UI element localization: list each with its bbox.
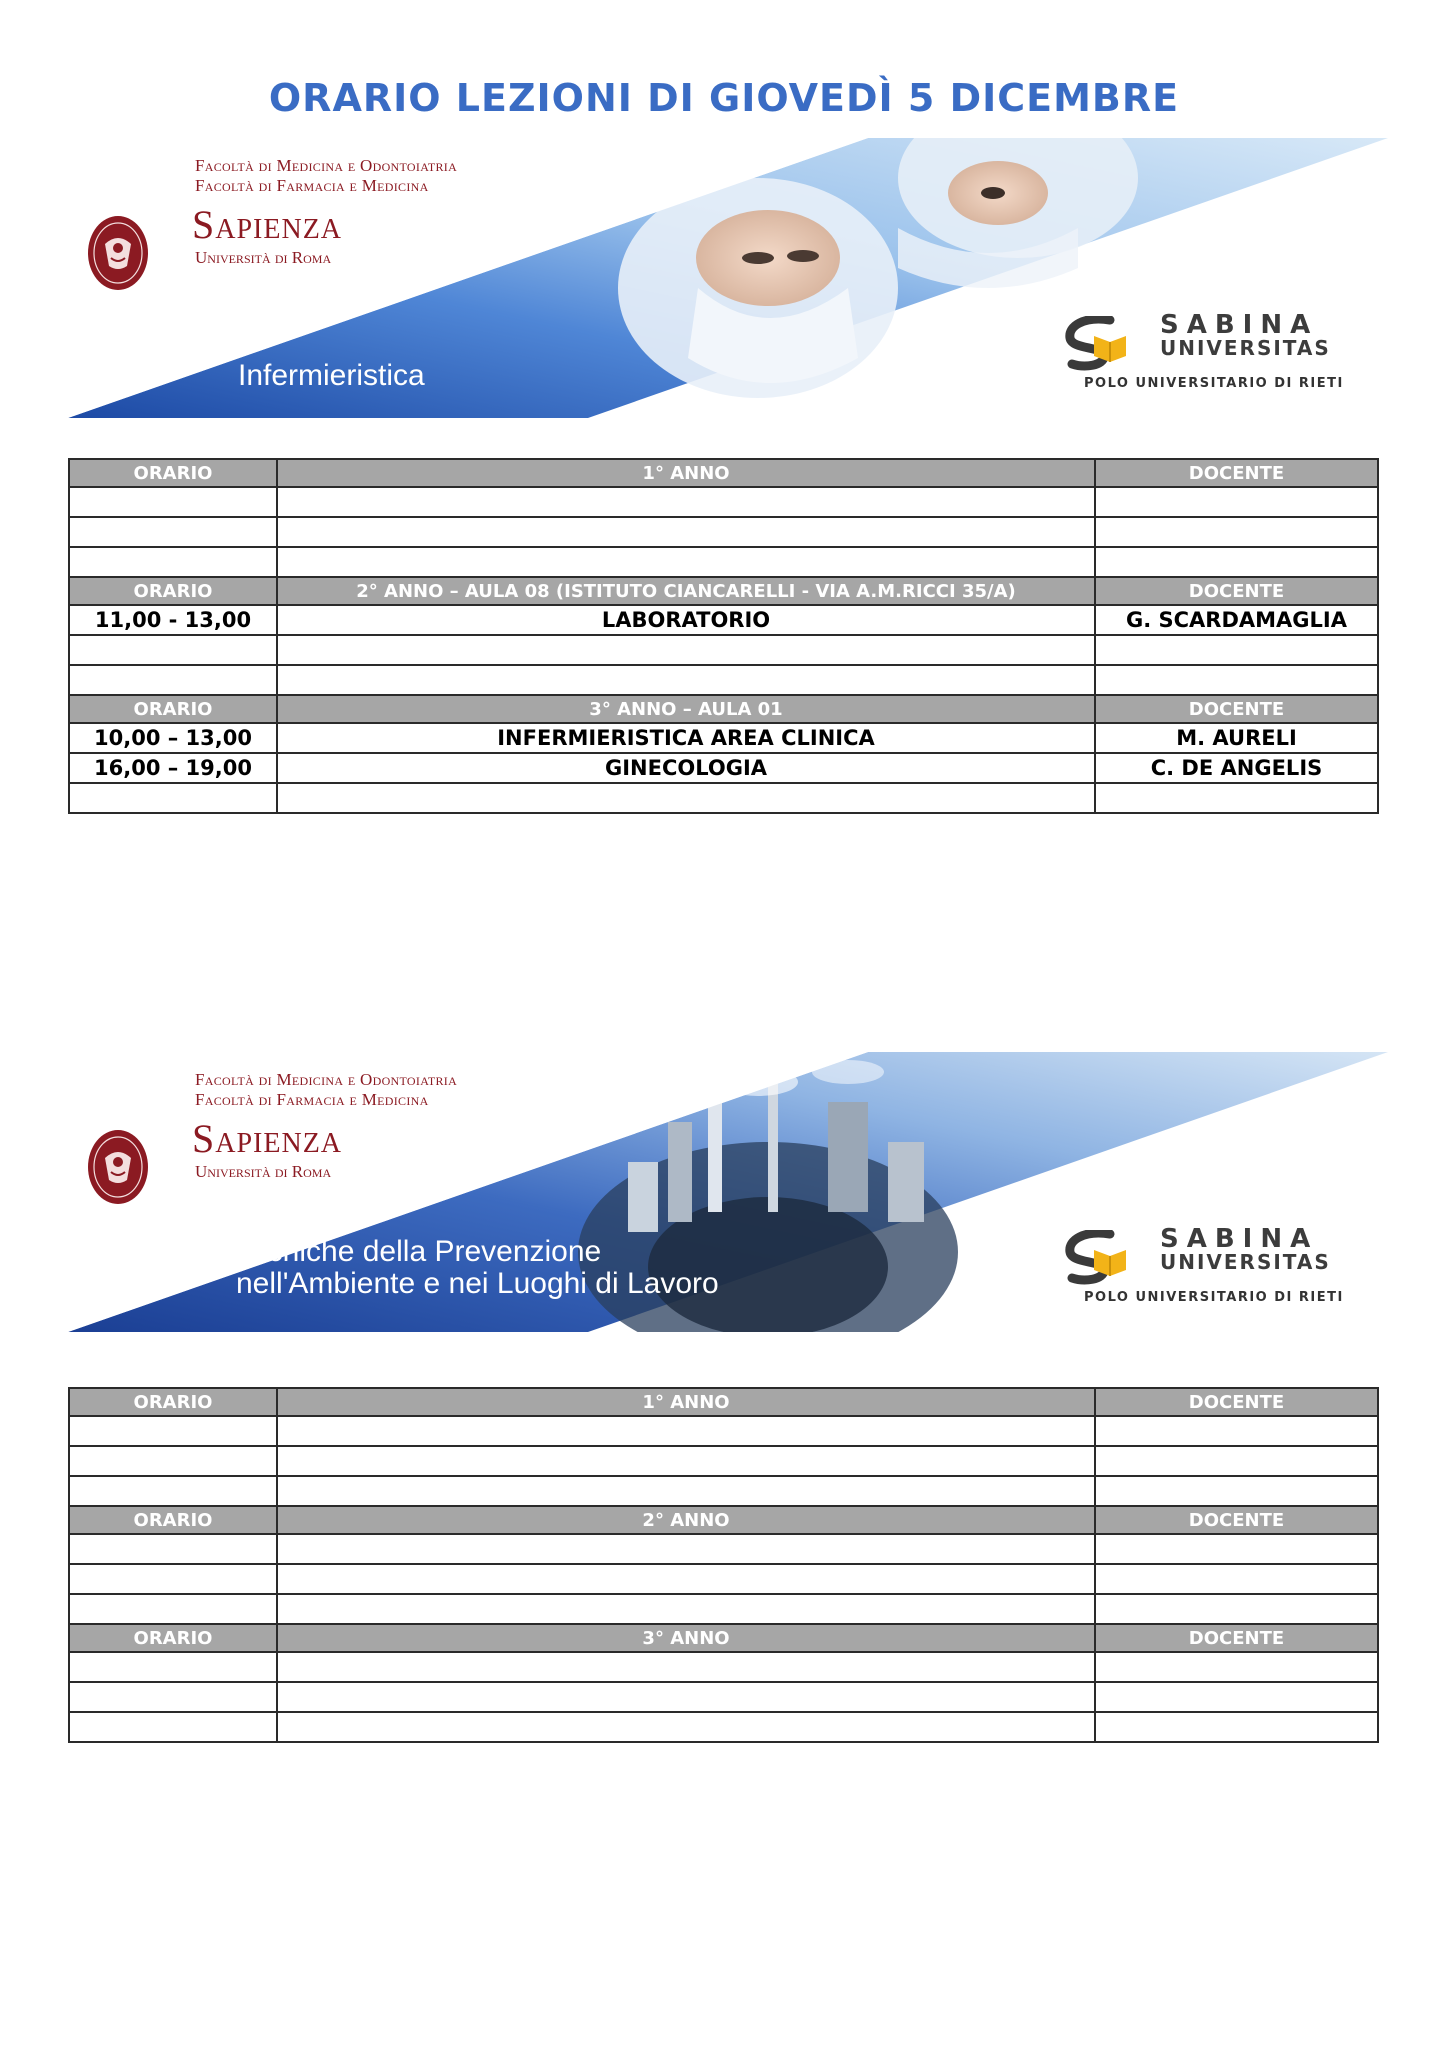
header-cell: 2° ANNO – AULA 08 (ISTITUTO CIANCARELLI - VIA A.M.RICCI 35/A) [277,577,1095,605]
sapienza-seal-icon [87,214,149,292]
faculty-line-1: Facoltà di Medicina e Odontoiatria [195,156,458,175]
header-cell: DOCENTE [1095,459,1378,487]
table-row [69,1712,1378,1742]
sabina-subtitle: UNIVERSITAS [1160,336,1331,360]
table-header-row [69,1388,1378,1416]
course-cell [277,783,1095,813]
sabina-tagline: POLO UNIVERSITARIO DI RIETI [1084,1290,1344,1305]
table-header-row [69,695,1378,723]
time-cell: 16,00 – 19,00 [69,753,277,783]
sabina-universitas-logo [1064,310,1364,400]
course-cell [277,1712,1095,1742]
table-row [69,723,1378,753]
faculty-line-2: Facoltà di Farmacia e Medicina [195,176,429,195]
course-cell [277,1594,1095,1624]
teacher-cell [1095,665,1378,695]
time-cell [69,1712,277,1742]
sabina-subtitle: UNIVERSITAS [1160,1250,1331,1274]
time-cell [69,1446,277,1476]
course-cell [277,487,1095,517]
header-cell: ORARIO [69,695,277,723]
time-cell [69,487,277,517]
sabina-tagline: POLO UNIVERSITARIO DI RIETI [1084,376,1344,391]
teacher-cell: C. DE ANGELIS [1095,753,1378,783]
time-cell [69,1682,277,1712]
time-cell [69,635,277,665]
table-row [69,1476,1378,1506]
prevenzione-banner [68,1052,1388,1332]
table-row [69,665,1378,695]
course-cell [277,517,1095,547]
header-cell: DOCENTE [1095,1388,1378,1416]
time-cell [69,783,277,813]
course-cell [277,1682,1095,1712]
course-cell [277,635,1095,665]
teacher-cell [1095,1712,1378,1742]
time-cell: 11,00 - 13,00 [69,605,277,635]
header-cell: DOCENTE [1095,1624,1378,1652]
course-cell: GINECOLOGIA [277,753,1095,783]
table-header-row [69,1624,1378,1652]
header-cell: ORARIO [69,1506,277,1534]
page-title: ORARIO LEZIONI DI GIOVEDÌ 5 DICEMBRE [268,76,1180,120]
course-cell: LABORATORIO [277,605,1095,635]
sabina-name: SABINA [1160,310,1319,340]
teacher-cell [1095,635,1378,665]
header-cell: 3° ANNO [277,1624,1095,1652]
header-cell: DOCENTE [1095,1506,1378,1534]
course-cell [277,1652,1095,1682]
course-cell [277,1564,1095,1594]
table-row [69,783,1378,813]
sabina-name: SABINA [1160,1224,1319,1254]
time-cell [69,1476,277,1506]
infermieristica-banner [68,138,1388,418]
table-row [69,487,1378,517]
teacher-cell [1095,1416,1378,1446]
course-cell [277,1534,1095,1564]
header-cell: DOCENTE [1095,695,1378,723]
teacher-cell [1095,517,1378,547]
course-cell [277,1476,1095,1506]
university-subtitle: Università di Roma [195,248,332,267]
course-cell [277,547,1095,577]
time-cell [69,1652,277,1682]
university-name: Sapienza [192,1116,343,1161]
time-cell: 10,00 – 13,00 [69,723,277,753]
prevenzione-schedule-table [68,1387,1379,1743]
header-cell: ORARIO [69,1624,277,1652]
course-label [238,360,425,392]
sabina-book-icon [1064,1230,1156,1288]
table-row [69,635,1378,665]
header-cell: ORARIO [69,577,277,605]
table-header-row [69,459,1378,487]
table-row [69,1594,1378,1624]
course-label-line: Tecniche della Prevenzione [236,1235,602,1268]
course-cell [277,1416,1095,1446]
course-label-line: Infermieristica [238,359,425,392]
table-row [69,605,1378,635]
time-cell [69,1564,277,1594]
sabina-book-icon [1064,316,1156,374]
header-cell: DOCENTE [1095,577,1378,605]
teacher-cell: G. SCARDAMAGLIA [1095,605,1378,635]
sabina-universitas-logo [1064,1224,1364,1314]
table-row [69,1652,1378,1682]
teacher-cell [1095,547,1378,577]
table-header-row [69,1506,1378,1534]
time-cell [69,1416,277,1446]
table-row [69,1416,1378,1446]
header-cell: 2° ANNO [277,1506,1095,1534]
time-cell [69,665,277,695]
table-row [69,1564,1378,1594]
table-row [69,547,1378,577]
course-label-line: nell'Ambiente e nei Luoghi di Lavoro [236,1267,719,1301]
teacher-cell [1095,1652,1378,1682]
time-cell [69,1594,277,1624]
infermieristica-schedule-table [68,458,1379,814]
faculty-line-2: Facoltà di Farmacia e Medicina [195,1090,429,1109]
time-cell [69,1534,277,1564]
time-cell [69,547,277,577]
table-row [69,517,1378,547]
table-header-row [69,577,1378,605]
table-row [69,1682,1378,1712]
teacher-cell [1095,487,1378,517]
teacher-cell [1095,1476,1378,1506]
teacher-cell [1095,1594,1378,1624]
course-cell: INFERMIERISTICA AREA CLINICA [277,723,1095,753]
table-row [69,1446,1378,1476]
table-row [69,753,1378,783]
header-cell: 1° ANNO [277,459,1095,487]
university-name: Sapienza [192,202,343,247]
course-cell [277,1446,1095,1476]
university-subtitle: Università di Roma [195,1162,332,1181]
teacher-cell [1095,1564,1378,1594]
sapienza-seal-icon [87,1128,149,1206]
header-cell: 1° ANNO [277,1388,1095,1416]
header-cell: 3° ANNO – AULA 01 [277,695,1095,723]
teacher-cell [1095,1534,1378,1564]
course-cell [277,665,1095,695]
teacher-cell [1095,1446,1378,1476]
table-row [69,1534,1378,1564]
teacher-cell: M. AURELI [1095,723,1378,753]
time-cell [69,517,277,547]
faculty-line-1: Facoltà di Medicina e Odontoiatria [195,1070,458,1089]
teacher-cell [1095,783,1378,813]
header-cell: ORARIO [69,459,277,487]
teacher-cell [1095,1682,1378,1712]
course-label [236,1236,719,1301]
header-cell: ORARIO [69,1388,277,1416]
